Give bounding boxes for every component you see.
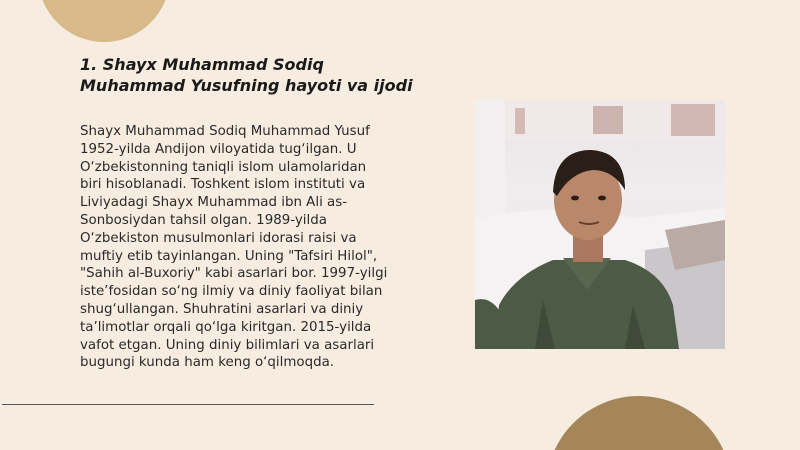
body-line: ta’limotlar orqali qo‘lga kiritgan. 2015-yilda xyxy=(80,319,372,335)
body-line: 1952-yilda Andijon viloyatida tug‘ilgan. U xyxy=(80,141,357,157)
slide-title xyxy=(80,54,440,96)
decorative-circle-bottom xyxy=(546,396,732,450)
portrait-illustration xyxy=(475,100,725,349)
slide-body-text xyxy=(80,123,432,372)
decorative-circle-top xyxy=(38,0,170,42)
body-line: O‘zbekiston musulmonlari idorasi raisi va xyxy=(80,230,357,246)
body-line: iste’fosidan so‘ng ilmiy va diniy faoliyat bilan xyxy=(80,284,383,300)
slide-title-line-2: Muhammad Yusufning hayoti va ijodi xyxy=(80,76,413,95)
body-line: Sonbosiydan tahsil olgan. 1989-yilda xyxy=(80,212,327,228)
body-line: Shayx Muhammad Sodiq Muhammad Yusuf xyxy=(80,124,370,139)
body-line: Liviyadagi Shayx Muhammad ibn Ali as- xyxy=(80,195,348,211)
slide-title-line-1: 1. Shayx Muhammad Sodiq xyxy=(80,55,324,74)
divider-line xyxy=(2,404,374,405)
body-line: shug‘ullangan. Shuhratini asarlari va diniy xyxy=(80,301,364,317)
body-line: O‘zbekistonning taniqli islom ulamolaridan xyxy=(80,159,367,175)
body-line: vafot etgan. Uning diniy bilimlari va asarlari xyxy=(80,337,375,353)
body-line: bugungi kunda ham keng o‘qilmoqda. xyxy=(80,355,335,371)
body-line: muftiy etib tayinlangan. Uning "Tafsiri Hilol", xyxy=(80,248,378,264)
body-line: "Sahih al-Buxoriy" kabi asarlari bor. 1997-yilgi xyxy=(80,266,388,282)
portrait-photo xyxy=(475,100,725,349)
body-line: biri hisoblanadi. Toshkent islom instituti va xyxy=(80,177,366,193)
